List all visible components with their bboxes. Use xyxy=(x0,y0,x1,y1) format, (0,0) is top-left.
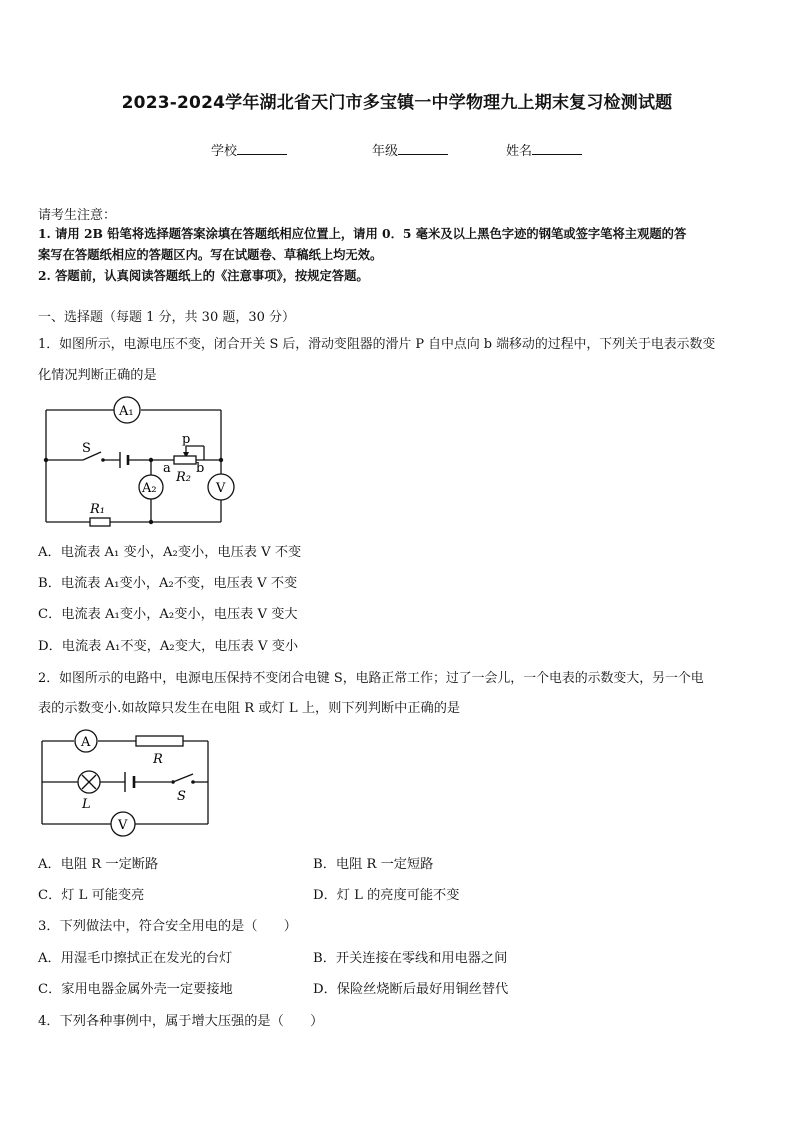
q2-stem-line2: 表的示数变小.如故障只发生在电阻 R 或灯 L 上，则下列判断中正确的是 xyxy=(38,701,461,716)
notice-heading: 请考生注意： xyxy=(38,208,117,223)
page-title: 2023-2024学年湖北省天门市多宝镇一中学物理九上期末复习检测试题 xyxy=(121,93,673,113)
q3-option-b: B．开关连接在零线和用电器之间 xyxy=(313,951,508,966)
q2-circuit-diagram xyxy=(38,726,218,841)
r2-resistor xyxy=(174,456,196,464)
notice-item1-line2: 案写在答题纸相应的答题区内。写在试题卷、草稿纸上均无效。 xyxy=(38,247,383,262)
q1-option-a: A．电流表 A₁ 变小，A₂变小，电压表 V 不变 xyxy=(38,545,302,560)
grade-label: 年级 xyxy=(372,144,399,159)
r1-resistor xyxy=(90,518,110,526)
slider-label: p xyxy=(182,432,191,447)
q3-option-d: D．保险丝烧断后最好用铜丝替代 xyxy=(313,982,509,997)
q2-option-c: C．灯 L 可能变亮 xyxy=(38,888,145,903)
q3-option-c: C．家用电器金属外壳一定要接地 xyxy=(38,982,233,997)
q1-option-b: B．电流表 A₁变小，A₂不变，电压表 V 不变 xyxy=(38,576,298,591)
v-label: V xyxy=(216,481,226,496)
end-b-label: b xyxy=(196,461,205,476)
q1-stem-line2: 化情况判断正确的是 xyxy=(38,368,157,383)
resistor-r xyxy=(136,736,183,746)
r-label: R xyxy=(153,752,163,767)
s-label: S xyxy=(177,789,186,804)
q2-option-b: B．电阻 R 一定短路 xyxy=(313,857,434,872)
r2-label: R₂ xyxy=(176,470,191,485)
q1-stem-line1: 1．如图所示，电源电压不变，闭合开关 S 后，滑动变阻器的滑片 P 自中点向 b 端移动的过程中，下列关于电表示数变 xyxy=(38,337,716,352)
r1-label: R₁ xyxy=(90,502,105,517)
q4-stem: 4．下列各种事例中，属于增大压强的是（ ） xyxy=(38,1014,324,1029)
notice-item2: 2. 答题前，认真阅读答题纸上的《注意事项》，按规定答题。 xyxy=(38,268,369,283)
a2-label: A₂ xyxy=(142,481,157,496)
q1-option-c: C．电流表 A₁变小，A₂变小，电压表 V 变大 xyxy=(38,607,298,622)
q2-option-d: D．灯 L 的亮度可能不变 xyxy=(313,888,460,903)
q1-circuit-diagram xyxy=(38,392,238,527)
notice-item1-line1: 1. 请用 2B 铅笔将选择题答案涂填在答题纸相应位置上，请用 0．5 毫米及以上黑色字迹的钢笔或签字笔将主观题的答 xyxy=(38,226,687,241)
l-label: L xyxy=(82,797,91,812)
q3-stem: 3．下列做法中，符合安全用电的是（ ） xyxy=(38,919,297,934)
q2-stem-line1: 2．如图所示的电路中，电源电压保持不变闭合电键 S，电路正常工作；过了一会儿，一个电表的示数变大，另一个电 xyxy=(38,671,704,686)
school-label: 学校 xyxy=(211,144,238,159)
name-field xyxy=(506,140,582,159)
section-heading: 一、选择题（每题 1 分，共 30 题，30 分） xyxy=(38,310,296,325)
a1-label: A₁ xyxy=(119,404,134,419)
school-blank xyxy=(237,142,287,155)
name-blank xyxy=(532,142,582,155)
q1-option-d: D．电流表 A₁不变，A₂变大，电压表 V 变小 xyxy=(38,639,299,654)
v2-label: V xyxy=(118,818,128,833)
name-label: 姓名 xyxy=(506,144,533,159)
q2-option-a: A．电阻 R 一定断路 xyxy=(38,857,159,872)
ammeter-label: A xyxy=(81,735,91,750)
grade-field xyxy=(372,140,448,159)
switch-label: S xyxy=(82,441,91,456)
grade-blank xyxy=(398,142,448,155)
school-field xyxy=(211,140,287,159)
q3-option-a: A．用湿毛巾擦拭正在发光的台灯 xyxy=(38,951,233,966)
end-a-label: a xyxy=(163,461,171,476)
